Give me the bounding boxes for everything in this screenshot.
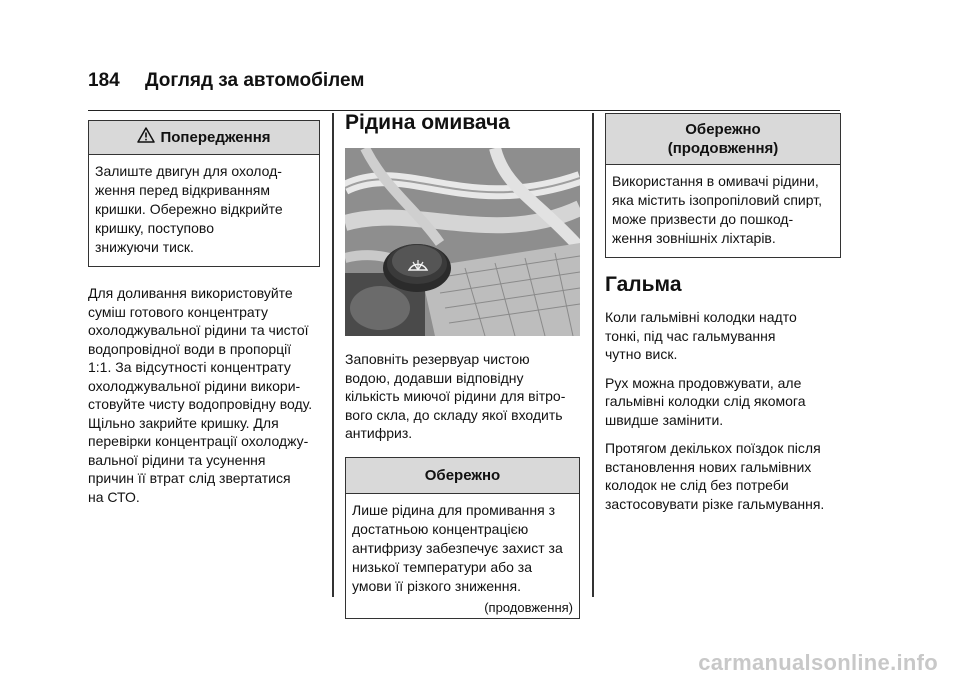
- caution-line: яка містить ізопропіловий спирт,: [612, 192, 822, 208]
- continued-label: (продовження): [484, 599, 573, 615]
- caution-line: Використання в омивачі рідини,: [612, 173, 819, 189]
- paragraph-line: 1:1. За відсутності концентрату: [88, 359, 291, 375]
- paragraph-line: встановлення нових гальмівних: [605, 458, 812, 475]
- column-divider-2: [592, 113, 594, 597]
- paragraph-line: причин її втрат слід звертатися: [88, 470, 291, 486]
- caution-line: низької температури або за: [352, 558, 533, 575]
- paragraph-line: на СТО.: [88, 488, 140, 505]
- caution-line: ження зовнішніх ліхтарів.: [612, 230, 776, 246]
- page-number: 184: [88, 70, 120, 91]
- caution-continued-header: [606, 114, 840, 165]
- washer-fluid-symbol-icon: [407, 256, 429, 272]
- brakes-paragraph-1: [605, 308, 841, 364]
- caution-body: [346, 494, 579, 600]
- warning-line: Залиште двигун для охолод-: [95, 163, 282, 179]
- paragraph-line: стовуйте чисту водопровідну воду.: [88, 396, 313, 412]
- paragraph-line: кількість миючої рідини для вітро-: [345, 388, 566, 404]
- brakes-paragraph-2: [605, 374, 841, 430]
- caution-continued-body: [606, 165, 840, 257]
- paragraph-line: застосовувати різке гальмування.: [605, 495, 825, 512]
- coolant-paragraph: [88, 284, 320, 506]
- column-middle: [345, 110, 580, 619]
- paragraph-line: водопровідної води в пропорції: [88, 340, 292, 357]
- caution-continued-box: [605, 113, 841, 258]
- warning-title: Попередження: [160, 129, 271, 146]
- warning-triangle-icon: [137, 127, 155, 148]
- caution-line: антифризу забезпечує захист за: [352, 539, 563, 556]
- caution-line: достатньою концентрацією: [352, 520, 529, 537]
- washer-paragraph: [345, 350, 580, 443]
- caution-line: може призвести до пошкод-: [612, 211, 794, 227]
- paragraph-line: Коли гальмівні колодки надто: [605, 309, 797, 325]
- paragraph-line: колодок не слід без потреби: [605, 477, 789, 493]
- paragraph-line: охолоджувальної рідини викори-: [88, 377, 301, 394]
- warning-header: [89, 121, 319, 155]
- warning-line: знижуючи тиск.: [95, 239, 194, 255]
- paragraph-line: Рух можна продовжувати, але: [605, 374, 802, 391]
- paragraph-line: перевірки концентрації охолоджу-: [88, 433, 309, 449]
- page-header: [88, 70, 840, 111]
- brakes-paragraph-3: [605, 439, 841, 513]
- paragraph-line: водою, додавши відповідну: [345, 369, 524, 386]
- paragraph-line: Щільно закрийте кришку. Для: [88, 414, 279, 431]
- warning-line: кришки. Обережно відкрийте: [95, 201, 283, 217]
- watermark: carmanualsonline.info: [698, 650, 938, 675]
- caution-line: Лише рідина для промивання з: [352, 501, 556, 518]
- paragraph-line: вальної рідини та усунення: [88, 451, 266, 468]
- caution-header: Обережно: [346, 458, 579, 494]
- caution-continued-title: Обережно: [685, 121, 761, 138]
- paragraph-line: Заповніть резервуар чистою: [345, 351, 530, 367]
- paragraph-line: швидше замінити.: [605, 411, 724, 428]
- caution-continued-subtitle: (продовження): [667, 140, 779, 157]
- paragraph-line: охолоджувальної рідини та чистої: [88, 322, 309, 338]
- paragraph-line: Протягом декількох поїздок після: [605, 440, 821, 456]
- column-divider-1: [332, 113, 334, 597]
- column-right: [605, 113, 841, 513]
- paragraph-line: Для доливання використовуйте: [88, 285, 293, 301]
- paragraph-line: вого скла, до складу якої входить: [345, 406, 563, 423]
- warning-line: кришку, поступово: [95, 220, 214, 236]
- column-left: [88, 120, 320, 506]
- paragraph-line: суміш готового концентрату: [88, 303, 268, 320]
- caution-box: [345, 457, 580, 619]
- paragraph-line: гальмівні колодки слід якомога: [605, 393, 806, 409]
- warning-body: [89, 155, 319, 266]
- page-title: Догляд за автомобілем: [145, 70, 365, 91]
- washer-fluid-heading: Рідина омивача: [345, 111, 510, 134]
- caution-line: умови її різкого зниження.: [352, 577, 521, 594]
- warning-line: ження перед відкриванням: [95, 182, 270, 198]
- washer-reservoir-photo: [345, 148, 580, 336]
- paragraph-line: тонкі, під час гальмування: [605, 327, 776, 344]
- paragraph-line: чутно виск.: [605, 346, 678, 362]
- brakes-heading: Гальма: [605, 273, 682, 296]
- warning-box: [88, 120, 320, 267]
- paragraph-line: антифриз.: [345, 425, 413, 441]
